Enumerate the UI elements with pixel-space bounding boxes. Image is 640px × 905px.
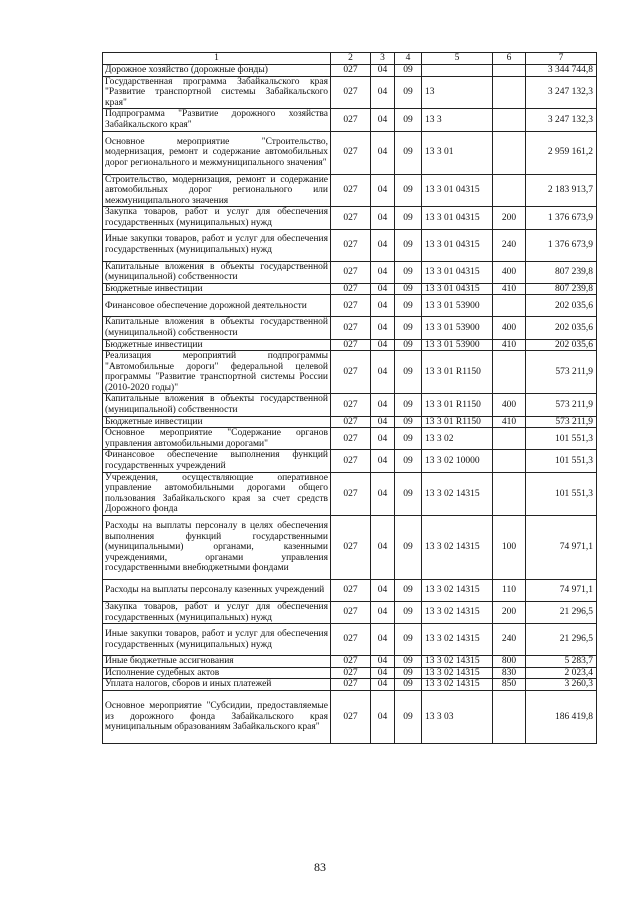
cell-name: Иные закупки товаров, работ и услуг для обеспечения государственных (муниципальных) нужд bbox=[103, 624, 331, 656]
cell-amount: 101 551,3 bbox=[526, 472, 597, 515]
table-row bbox=[103, 317, 597, 339]
cell-name: Финансовое обеспечение дорожной деятельности bbox=[103, 295, 331, 317]
cell-code-5: 13 3 bbox=[422, 109, 493, 131]
cell-name: Реализация мероприятий подпрограммы "Автомобильные дороги" федеральной целевой программы "Развитие транспортной системы России (2010-2020 годы)" bbox=[103, 351, 331, 394]
cell-code-4: 09 bbox=[395, 472, 422, 515]
cell-code-2: 027 bbox=[331, 317, 371, 339]
cell-code-2: 027 bbox=[331, 667, 371, 679]
cell-code-2: 027 bbox=[331, 428, 371, 450]
cell-amount: 573 211,9 bbox=[526, 416, 597, 428]
cell-code-2: 027 bbox=[331, 580, 371, 602]
cell-code-5: 13 3 01 04315 bbox=[422, 207, 493, 229]
cell-name: Закупка товаров, работ и услуг для обеспечения государственных (муниципальных) нужд bbox=[103, 207, 331, 229]
cell-code-2: 027 bbox=[331, 65, 371, 77]
cell-code-3: 04 bbox=[371, 339, 395, 351]
cell-code-2: 027 bbox=[331, 109, 371, 131]
cell-code-4: 09 bbox=[395, 109, 422, 131]
cell-code-3: 04 bbox=[371, 65, 395, 77]
cell-name: Капитальные вложения в объекты государственной (муниципальной) собственности bbox=[103, 261, 331, 283]
cell-code-5: 13 3 01 53900 bbox=[422, 317, 493, 339]
table-row bbox=[103, 450, 597, 472]
cell-code-6: 830 bbox=[493, 667, 526, 679]
cell-name: Основное мероприятие "Содержание органов управления автомобильными дорогами" bbox=[103, 428, 331, 450]
table-row bbox=[103, 416, 597, 428]
cell-amount: 202 035,6 bbox=[526, 317, 597, 339]
cell-name: Капитальные вложения в объекты государственной (муниципальной) собственности bbox=[103, 394, 331, 416]
cell-amount: 74 971,1 bbox=[526, 580, 597, 602]
cell-code-5: 13 3 02 10000 bbox=[422, 450, 493, 472]
cell-name: Подпрограмма "Развитие дорожного хозяйства Забайкальского края" bbox=[103, 109, 331, 131]
cell-code-5: 13 3 01 04315 bbox=[422, 229, 493, 261]
cell-code-4: 09 bbox=[395, 351, 422, 394]
cell-code-3: 04 bbox=[371, 679, 395, 691]
cell-amount: 2 023,4 bbox=[526, 667, 597, 679]
cell-name: Строительство, модернизация, ремонт и содержание автомобильных дорог регионального или межмуниципального значения bbox=[103, 174, 331, 207]
header-cell: 3 bbox=[371, 53, 395, 65]
cell-amount: 101 551,3 bbox=[526, 428, 597, 450]
cell-code-6: 410 bbox=[493, 283, 526, 295]
cell-code-3: 04 bbox=[371, 76, 395, 109]
cell-code-4: 09 bbox=[395, 283, 422, 295]
cell-code-3: 04 bbox=[371, 624, 395, 656]
cell-amount: 1 376 673,9 bbox=[526, 229, 597, 261]
cell-amount: 2 959 161,2 bbox=[526, 131, 597, 174]
cell-code-4: 09 bbox=[395, 450, 422, 472]
table-row bbox=[103, 174, 597, 207]
cell-code-2: 027 bbox=[331, 624, 371, 656]
cell-amount: 186 419,8 bbox=[526, 690, 597, 743]
cell-code-5: 13 3 02 14315 bbox=[422, 472, 493, 515]
cell-code-2: 027 bbox=[331, 174, 371, 207]
cell-amount: 3 344 744,8 bbox=[526, 65, 597, 77]
cell-name: Иные закупки товаров, работ и услуг для обеспечения государственных (муниципальных) нужд bbox=[103, 229, 331, 261]
cell-code-2: 027 bbox=[331, 472, 371, 515]
cell-amount: 74 971,1 bbox=[526, 516, 597, 580]
cell-code-6: 400 bbox=[493, 394, 526, 416]
cell-code-2: 027 bbox=[331, 394, 371, 416]
cell-code-6: 400 bbox=[493, 317, 526, 339]
page-number: 83 bbox=[314, 860, 326, 874]
cell-code-6 bbox=[493, 351, 526, 394]
cell-code-5: 13 3 02 bbox=[422, 428, 493, 450]
cell-code-6 bbox=[493, 450, 526, 472]
cell-code-3: 04 bbox=[371, 109, 395, 131]
cell-code-3: 04 bbox=[371, 207, 395, 229]
cell-code-4: 09 bbox=[395, 624, 422, 656]
cell-code-2: 027 bbox=[331, 131, 371, 174]
cell-code-4: 09 bbox=[395, 229, 422, 261]
cell-name: Расходы на выплаты персоналу в целях обеспечения выполнения функций государственными (муниципальными) органами, казенными учреждениями, органами управления государственными внебюджетными фондами bbox=[103, 516, 331, 580]
table-header-row bbox=[103, 53, 597, 65]
cell-code-6 bbox=[493, 76, 526, 109]
cell-code-4: 09 bbox=[395, 679, 422, 691]
cell-code-6 bbox=[493, 109, 526, 131]
cell-name: Исполнение судебных актов bbox=[103, 667, 331, 679]
cell-code-4: 09 bbox=[395, 131, 422, 174]
table-row bbox=[103, 580, 597, 602]
cell-name: Бюджетные инвестиции bbox=[103, 416, 331, 428]
cell-code-4: 09 bbox=[395, 602, 422, 624]
cell-code-2: 027 bbox=[331, 351, 371, 394]
cell-code-5: 13 3 02 14315 bbox=[422, 656, 493, 668]
header-cell: 4 bbox=[395, 53, 422, 65]
cell-code-4: 09 bbox=[395, 580, 422, 602]
cell-name: Учреждения, осуществляющие оперативное управление автомобильными дорогами общего пользования Забайкальского края за счет средств Дорожного фонда bbox=[103, 472, 331, 515]
table-row bbox=[103, 624, 597, 656]
cell-amount: 202 035,6 bbox=[526, 339, 597, 351]
cell-code-2: 027 bbox=[331, 602, 371, 624]
cell-code-2: 027 bbox=[331, 416, 371, 428]
budget-table bbox=[102, 52, 597, 744]
table-row bbox=[103, 351, 597, 394]
cell-name: Основное мероприятие "Субсидии, предоставляемые из дорожного фонда Забайкальского края муниципальным образованиям Забайкальского края" bbox=[103, 690, 331, 743]
cell-code-4: 09 bbox=[395, 690, 422, 743]
cell-name: Бюджетные инвестиции bbox=[103, 339, 331, 351]
cell-code-4: 09 bbox=[395, 207, 422, 229]
header-cell: 6 bbox=[493, 53, 526, 65]
cell-code-4: 09 bbox=[395, 261, 422, 283]
cell-code-4: 09 bbox=[395, 428, 422, 450]
cell-name: Уплата налогов, сборов и иных платежей bbox=[103, 679, 331, 691]
cell-code-5: 13 3 02 14315 bbox=[422, 602, 493, 624]
cell-code-6 bbox=[493, 131, 526, 174]
table-row bbox=[103, 76, 597, 109]
table-row bbox=[103, 472, 597, 515]
table-row bbox=[103, 283, 597, 295]
cell-code-5: 13 3 02 14315 bbox=[422, 516, 493, 580]
cell-code-5: 13 3 01 04315 bbox=[422, 283, 493, 295]
table-row bbox=[103, 229, 597, 261]
cell-code-2: 027 bbox=[331, 207, 371, 229]
cell-code-3: 04 bbox=[371, 261, 395, 283]
cell-code-5: 13 3 01 04315 bbox=[422, 174, 493, 207]
cell-code-2: 027 bbox=[331, 679, 371, 691]
cell-code-2: 027 bbox=[331, 656, 371, 668]
cell-code-6: 110 bbox=[493, 580, 526, 602]
cell-code-5: 13 3 02 14315 bbox=[422, 679, 493, 691]
cell-name: Бюджетные инвестиции bbox=[103, 283, 331, 295]
cell-code-4: 09 bbox=[395, 416, 422, 428]
cell-amount: 807 239,8 bbox=[526, 261, 597, 283]
cell-code-3: 04 bbox=[371, 174, 395, 207]
cell-code-4: 09 bbox=[395, 65, 422, 77]
cell-code-2: 027 bbox=[331, 339, 371, 351]
cell-code-3: 04 bbox=[371, 283, 395, 295]
table-row bbox=[103, 667, 597, 679]
cell-code-6 bbox=[493, 295, 526, 317]
table-row bbox=[103, 131, 597, 174]
table-row bbox=[103, 679, 597, 691]
cell-code-3: 04 bbox=[371, 580, 395, 602]
cell-code-6: 240 bbox=[493, 624, 526, 656]
cell-code-3: 04 bbox=[371, 667, 395, 679]
cell-code-4: 09 bbox=[395, 339, 422, 351]
cell-code-4: 09 bbox=[395, 295, 422, 317]
table-row bbox=[103, 207, 597, 229]
cell-code-6 bbox=[493, 428, 526, 450]
cell-name: Финансовое обеспечение выполнения функций государственных учреждений bbox=[103, 450, 331, 472]
cell-code-3: 04 bbox=[371, 416, 395, 428]
cell-code-4: 09 bbox=[395, 174, 422, 207]
cell-amount: 3 247 132,3 bbox=[526, 76, 597, 109]
cell-code-6: 200 bbox=[493, 207, 526, 229]
cell-code-5: 13 3 01 R1150 bbox=[422, 394, 493, 416]
cell-code-5: 13 3 01 R1150 bbox=[422, 416, 493, 428]
table-row bbox=[103, 428, 597, 450]
cell-amount: 5 283,7 bbox=[526, 656, 597, 668]
cell-code-3: 04 bbox=[371, 229, 395, 261]
cell-amount: 21 296,5 bbox=[526, 602, 597, 624]
cell-code-4: 09 bbox=[395, 656, 422, 668]
cell-code-5: 13 3 02 14315 bbox=[422, 667, 493, 679]
cell-code-6: 850 bbox=[493, 679, 526, 691]
cell-code-3: 04 bbox=[371, 602, 395, 624]
cell-code-6 bbox=[493, 690, 526, 743]
cell-code-4: 09 bbox=[395, 76, 422, 109]
cell-code-6 bbox=[493, 65, 526, 77]
cell-code-5: 13 3 01 04315 bbox=[422, 261, 493, 283]
cell-code-6: 400 bbox=[493, 261, 526, 283]
header-cell: 5 bbox=[422, 53, 493, 65]
cell-code-5: 13 3 01 bbox=[422, 131, 493, 174]
cell-code-3: 04 bbox=[371, 317, 395, 339]
cell-amount: 3 260,3 bbox=[526, 679, 597, 691]
cell-name: Дорожное хозяйство (дорожные фонды) bbox=[103, 65, 331, 77]
cell-code-3: 04 bbox=[371, 428, 395, 450]
cell-code-3: 04 bbox=[371, 394, 395, 416]
cell-code-5: 13 3 01 R1150 bbox=[422, 351, 493, 394]
table-row bbox=[103, 602, 597, 624]
cell-code-6: 200 bbox=[493, 602, 526, 624]
cell-code-5: 13 3 03 bbox=[422, 690, 493, 743]
cell-name: Капитальные вложения в объекты государственной (муниципальной) собственности bbox=[103, 317, 331, 339]
cell-code-4: 09 bbox=[395, 667, 422, 679]
table-row bbox=[103, 295, 597, 317]
table-row bbox=[103, 339, 597, 351]
cell-amount: 1 376 673,9 bbox=[526, 207, 597, 229]
cell-code-2: 027 bbox=[331, 690, 371, 743]
cell-code-4: 09 bbox=[395, 394, 422, 416]
table-row bbox=[103, 690, 597, 743]
cell-name: Иные бюджетные ассигнования bbox=[103, 656, 331, 668]
cell-code-3: 04 bbox=[371, 450, 395, 472]
cell-amount: 3 247 132,3 bbox=[526, 109, 597, 131]
cell-code-3: 04 bbox=[371, 472, 395, 515]
cell-code-6: 410 bbox=[493, 416, 526, 428]
cell-code-3: 04 bbox=[371, 516, 395, 580]
cell-code-5 bbox=[422, 65, 493, 77]
cell-amount: 21 296,5 bbox=[526, 624, 597, 656]
cell-code-3: 04 bbox=[371, 690, 395, 743]
cell-code-5: 13 3 02 14315 bbox=[422, 580, 493, 602]
cell-code-6: 410 bbox=[493, 339, 526, 351]
cell-amount: 573 211,9 bbox=[526, 351, 597, 394]
cell-amount: 101 551,3 bbox=[526, 450, 597, 472]
table-row bbox=[103, 109, 597, 131]
cell-code-3: 04 bbox=[371, 351, 395, 394]
cell-code-3: 04 bbox=[371, 131, 395, 174]
cell-code-2: 027 bbox=[331, 283, 371, 295]
table-row bbox=[103, 65, 597, 77]
cell-name: Основное мероприятие "Строительство, модернизация, ремонт и содержание автомобильных дорог регионального и межмуниципального значения" bbox=[103, 131, 331, 174]
table-row bbox=[103, 394, 597, 416]
cell-code-5: 13 3 01 53900 bbox=[422, 295, 493, 317]
table-body bbox=[103, 53, 597, 744]
header-cell: 7 bbox=[526, 53, 597, 65]
cell-code-2: 027 bbox=[331, 516, 371, 580]
cell-code-6: 800 bbox=[493, 656, 526, 668]
cell-amount: 2 183 913,7 bbox=[526, 174, 597, 207]
cell-amount: 807 239,8 bbox=[526, 283, 597, 295]
cell-name: Расходы на выплаты персоналу казенных учреждений bbox=[103, 580, 331, 602]
cell-amount: 202 035,6 bbox=[526, 295, 597, 317]
table-row bbox=[103, 656, 597, 668]
cell-code-5: 13 bbox=[422, 76, 493, 109]
cell-code-2: 027 bbox=[331, 229, 371, 261]
cell-code-2: 027 bbox=[331, 450, 371, 472]
cell-code-5: 13 3 01 53900 bbox=[422, 339, 493, 351]
cell-amount: 573 211,9 bbox=[526, 394, 597, 416]
table-row bbox=[103, 261, 597, 283]
cell-code-3: 04 bbox=[371, 656, 395, 668]
cell-code-2: 027 bbox=[331, 295, 371, 317]
cell-code-4: 09 bbox=[395, 317, 422, 339]
table-row bbox=[103, 516, 597, 580]
cell-code-3: 04 bbox=[371, 295, 395, 317]
cell-code-6 bbox=[493, 174, 526, 207]
cell-name: Закупка товаров, работ и услуг для обеспечения государственных (муниципальных) нужд bbox=[103, 602, 331, 624]
cell-code-6 bbox=[493, 472, 526, 515]
cell-code-2: 027 bbox=[331, 76, 371, 109]
header-cell: 2 bbox=[331, 53, 371, 65]
cell-code-4: 09 bbox=[395, 516, 422, 580]
header-cell: 1 bbox=[103, 53, 331, 65]
cell-code-5: 13 3 02 14315 bbox=[422, 624, 493, 656]
cell-code-2: 027 bbox=[331, 261, 371, 283]
cell-code-6: 240 bbox=[493, 229, 526, 261]
cell-code-6: 100 bbox=[493, 516, 526, 580]
cell-name: Государственная программа Забайкальского края "Развитие транспортной системы Забайкальского края" bbox=[103, 76, 331, 109]
